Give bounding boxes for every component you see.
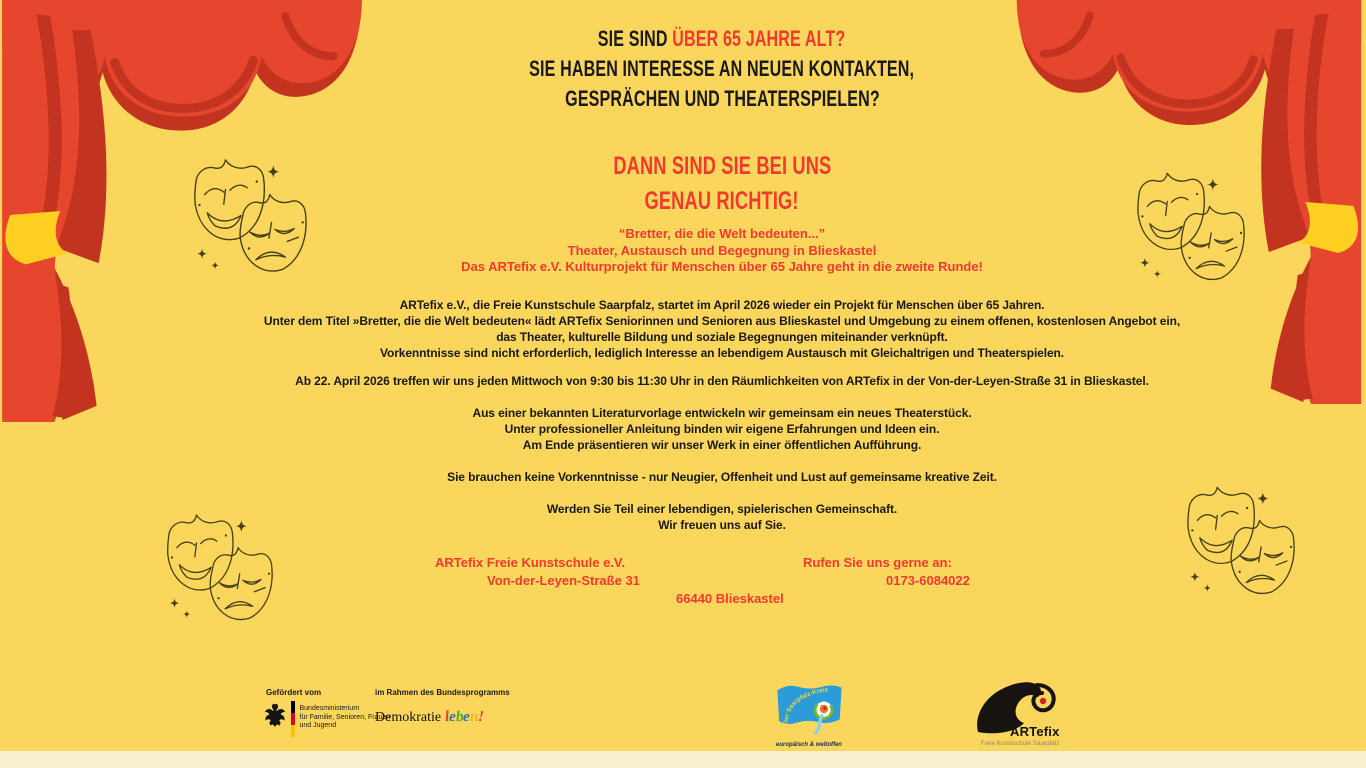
funded-by-label: Gefördert vom: [266, 688, 322, 697]
ministry-line: für Familie, Senioren, Frauen: [299, 713, 391, 721]
demokratie-leben-letter: e: [462, 708, 471, 726]
body-line: Am Ende präsentieren wir unser Werk in einer öffentlichen Aufführung.: [522, 438, 922, 452]
headline-line1-black: SIE SIND: [598, 26, 669, 51]
body-line: Sie brauchen keine Vorkenntnisse - nur Neugier, Offenheit und Lust auf gemeinsame kreative Zeit.: [447, 470, 997, 484]
invitation-line-1: DANN SIND SIE BEI UNS: [612, 152, 832, 180]
demokratie-leben-letter: e: [448, 708, 457, 726]
paragraph-activities: [0, 405, 1366, 453]
paragraph-closing: [0, 501, 1366, 533]
program-label: im Rahmen des Bundesprogramms: [375, 688, 510, 697]
ministry-line: Bundesministerium: [299, 705, 360, 712]
artefix-name: ARTefix: [1010, 724, 1060, 739]
demokratie-leben-logo: [375, 708, 484, 726]
body-line: Unter dem Titel »Bretter, die die Welt bedeuten« lädt ARTefix Seniorinnen und Senioren aus Blieskastel und Umgebung zu einem offenen, kostenlosen Angebot ein,: [263, 314, 1181, 328]
body-line: Ab 22. April 2026 treffen wir uns jeden Mittwoch von 9:30 bis 11:30 Uhr in den Räumlichkeiten von ARTefix in der Von-der-Leyen-Straße 31 in Blieskastel.: [295, 374, 1149, 388]
invitation-heading: [0, 149, 1366, 219]
subtitle-line-2: Theater, Austausch und Begegnung in Blieskastel: [567, 242, 877, 258]
german-flag-bar-icon: [291, 701, 295, 737]
demokratie-leben-letter: !: [477, 708, 485, 726]
body-line: das Theater, kulturelle Bildung und soziale Begegnungen miteinander verknüpft.: [496, 330, 948, 344]
saarpfalz-kreis-logo: [769, 682, 849, 748]
federal-eagle-icon: [264, 701, 286, 734]
svg-text:Der Saarpfalz-Kreis: Der Saarpfalz-Kreis: [782, 686, 829, 725]
contact-call-label: Rufen Sie uns gerne an:: [803, 555, 952, 570]
contact-street: Von-der-Leyen-Straße 31: [487, 573, 640, 588]
body-line: Wir freuen uns auf Sie.: [658, 518, 786, 532]
saarpfalz-tagline: europäisch & weltoffen: [776, 742, 842, 748]
demokratie-word: Demokratie: [375, 710, 442, 725]
demokratie-leben-letter: b: [455, 708, 464, 726]
subtitle-line-3: Das ARTefix e.V. Kulturprojekt für Menschen über 65 Jahre geht in die zweite Runde!: [461, 259, 983, 274]
body-line: Vorkenntnisse sind nicht erforderlich, lediglich Interesse an lebendigem Austausch mit Gleichaltrigen und Theaterspielen.: [379, 346, 1065, 360]
subtitle-quote: “Bretter, die die Welt bedeuten...”: [618, 226, 826, 241]
saarpfalz-flag-icon: [771, 682, 847, 736]
paragraph-schedule: [0, 373, 1366, 389]
contact-org: ARTefix Freie Kunstschule e.V.: [435, 555, 626, 570]
artefix-logo: [972, 676, 1068, 748]
body-line: ARTefix e.V., die Freie Kunstschule Saarpfalz, startet im April 2026 wieder ein Projekt für Menschen über 65 Jahren.: [399, 298, 1045, 312]
invitation-line-2: GENAU RICHTIG!: [644, 187, 800, 215]
paragraph-intro: [0, 297, 1366, 361]
ministry-logo: [264, 701, 390, 737]
paragraph-requirements: [0, 469, 1366, 485]
body-line: Werden Sie Teil einer lebendigen, spielerischen Gemeinschaft.: [546, 502, 898, 516]
artefix-subtitle: Freie Kunstschule Saarpfalz: [980, 740, 1060, 747]
headline-line-1: [78, 24, 1366, 54]
page-bottom-edge: [0, 751, 1366, 768]
headline-line-2: SIE HABEN INTERESSE AN NEUEN KONTAKTEN,: [529, 56, 915, 81]
headline-line1-red: ÜBER 65 JAHRE ALT?: [672, 26, 846, 51]
body-line: Unter professioneller Anleitung binden wir eigene Erfahrungen und Ideen ein.: [504, 422, 940, 436]
demokratie-leben-letter: n: [469, 708, 479, 726]
body-line: Aus einer bekannten Literaturvorlage entwickeln wir gemeinsam ein neues Theaterstück.: [472, 406, 972, 420]
headline: [0, 24, 1366, 114]
theater-masks-icon: [1170, 474, 1296, 600]
demokratie-leben-letter: l: [444, 708, 450, 726]
contact-phone: 0173-6084022: [886, 573, 970, 588]
ministry-line: und Jugend: [299, 722, 337, 729]
project-subtitle: [0, 226, 1366, 276]
headline-line-3: GESPRÄCHEN UND THEATERSPIELEN?: [564, 86, 880, 111]
contact-city: 66440 Blieskastel: [676, 591, 784, 606]
